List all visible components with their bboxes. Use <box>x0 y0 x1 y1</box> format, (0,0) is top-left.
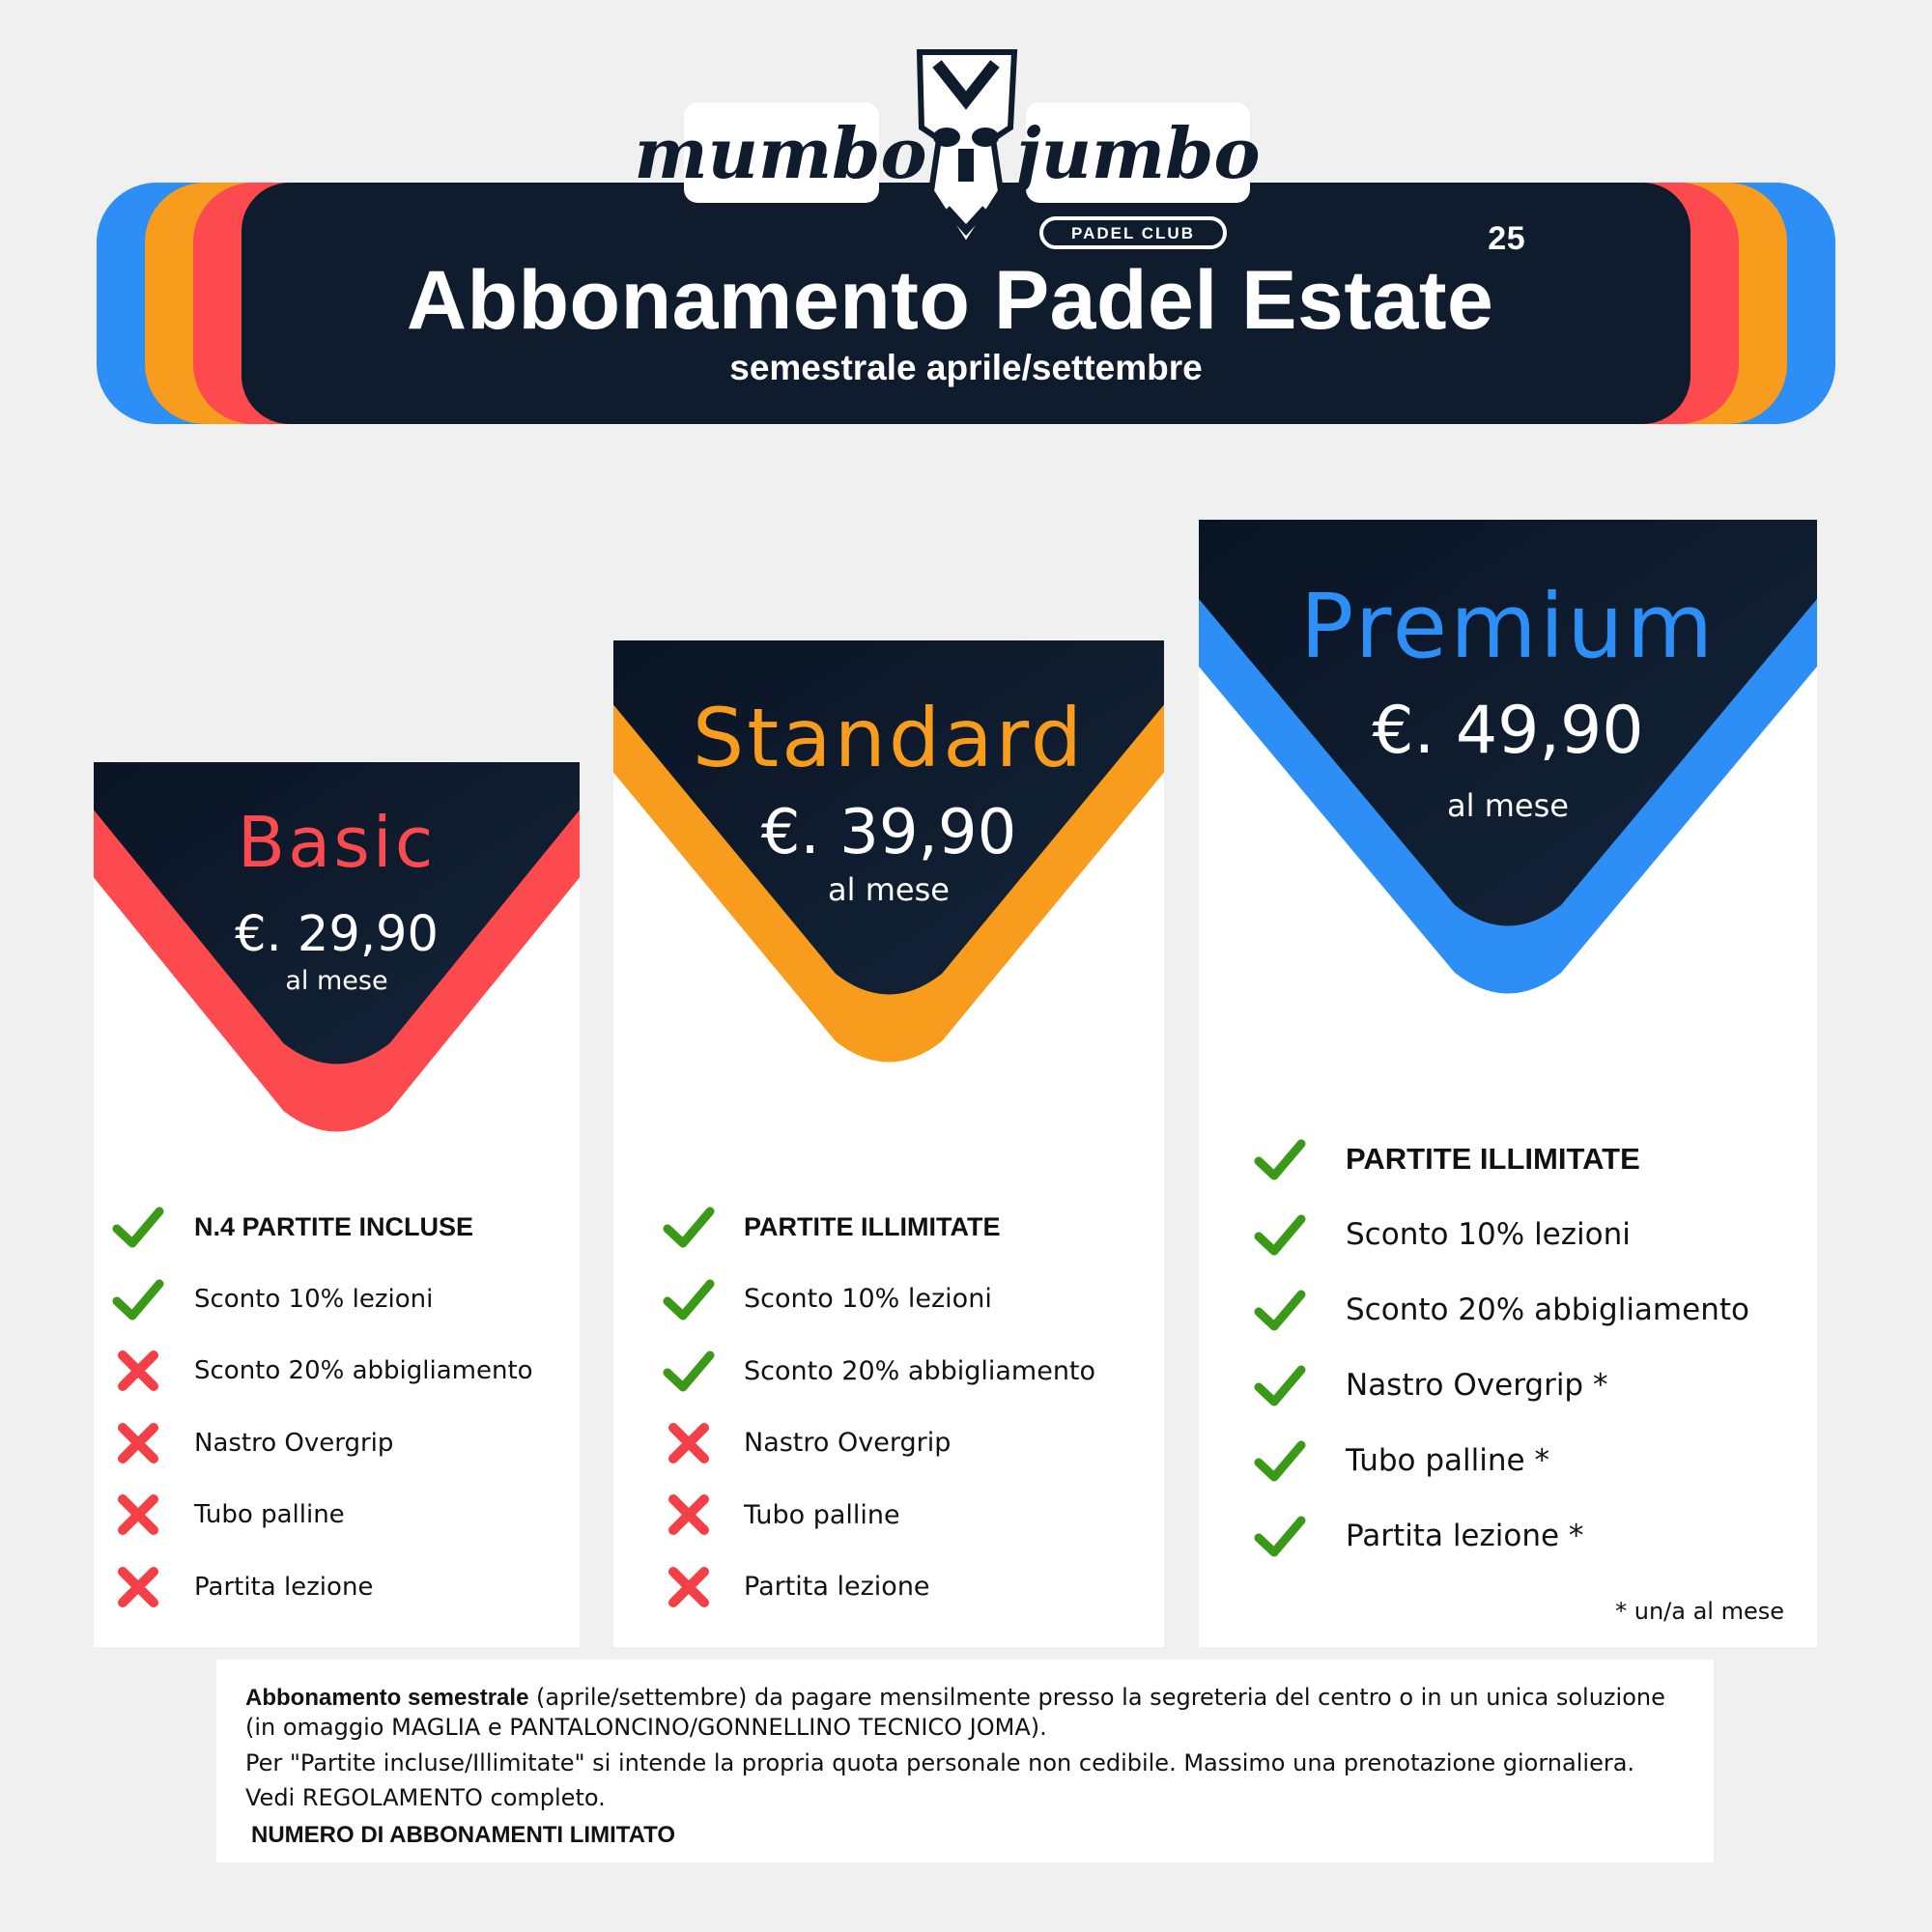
feature-row <box>111 1488 345 1542</box>
plan-footnote: * un/a al mese <box>1615 1598 1784 1625</box>
cross-icon <box>662 1560 716 1614</box>
feature-label: N.4 PARTITE INCLUSE <box>194 1211 474 1241</box>
feature-row <box>1253 1509 1583 1563</box>
cross-icon <box>111 1488 165 1542</box>
svg-text:jumbo: jumbo <box>1015 112 1261 194</box>
check-icon <box>662 1344 716 1398</box>
plan-card-standard[interactable] <box>613 640 1164 1647</box>
feature-row <box>1253 1434 1549 1488</box>
plan-card-basic[interactable] <box>94 762 580 1647</box>
page-title: Abbonamento Padel Estate$^{25}$ <box>406 220 1526 347</box>
feature-label: Nastro Overgrip <box>744 1428 952 1458</box>
feature-label: Sconto 10% lezioni <box>744 1284 992 1314</box>
feature-label: Sconto 20% abbigliamento <box>194 1356 533 1385</box>
feature-label: Nastro Overgrip <box>194 1428 394 1458</box>
feature-label: Tubo palline <box>744 1499 900 1530</box>
feature-row <box>111 1272 433 1326</box>
feature-label: Partita lezione * <box>1346 1519 1584 1553</box>
feature-row <box>111 1200 473 1254</box>
feature-label: Tubo palline <box>194 1500 345 1529</box>
info-regolamento: Vedi REGOLAMENTO completo. <box>245 1784 606 1811</box>
info-limited: NUMERO DI ABBONAMENTI LIMITATO <box>251 1822 676 1848</box>
feature-row <box>1253 1283 1749 1337</box>
mumbo-jumbo-logo <box>634 46 1261 254</box>
cross-icon <box>662 1416 716 1470</box>
plan-name: Standard <box>692 691 1086 785</box>
check-icon <box>1253 1434 1307 1488</box>
cross-icon <box>662 1488 716 1542</box>
check-icon <box>662 1272 716 1326</box>
feature-row <box>1253 1208 1631 1262</box>
feature-label: Partita lezione <box>744 1572 930 1602</box>
feature-row <box>111 1344 533 1398</box>
plan-name: Premium <box>1299 575 1717 678</box>
feature-row <box>662 1488 900 1542</box>
page-subtitle: semestrale aprile/settembre <box>729 348 1203 387</box>
cross-icon <box>111 1344 165 1398</box>
logo-wordmark-right <box>1005 102 1261 203</box>
feature-row <box>1253 1132 1640 1186</box>
check-icon <box>1253 1358 1307 1412</box>
feature-row <box>662 1344 1095 1398</box>
plan-price: €. 39,90 <box>760 797 1017 868</box>
plan-period: al mese <box>1447 787 1569 824</box>
feature-label: PARTITE ILLIMITATE <box>744 1211 1001 1241</box>
feature-label: Sconto 10% lezioni <box>1346 1217 1631 1252</box>
feature-row <box>662 1200 1000 1254</box>
feature-label: Tubo palline * <box>1346 1443 1549 1478</box>
check-icon <box>662 1200 716 1254</box>
plan-period: al mese <box>828 871 950 908</box>
info-bold-lead: Abbonamento semestrale <box>245 1685 529 1711</box>
plan-card-premium[interactable] <box>1199 520 1817 1647</box>
plan-price: €. 49,90 <box>1372 693 1644 769</box>
cross-icon <box>111 1560 165 1614</box>
svg-text:mumbo: mumbo <box>634 112 927 194</box>
plan-price: €. 29,90 <box>235 906 439 963</box>
logo-wordmark-left <box>634 102 926 203</box>
check-icon <box>1253 1509 1307 1563</box>
feature-row <box>111 1560 373 1614</box>
feature-row <box>111 1416 393 1470</box>
feature-label: Sconto 10% lezioni <box>194 1284 434 1314</box>
check-icon <box>1253 1283 1307 1337</box>
info-text: (aprile/settembre) da pagare mensilmente presso la segreteria del centro o in un unica soluzione (in omaggio MAGLIA e PANTALONCINO/GONNELLINO TECNICO JOMA). <box>245 1684 1665 1741</box>
logo-badge <box>1041 218 1225 247</box>
feature-row <box>662 1560 930 1614</box>
check-icon <box>111 1200 165 1254</box>
info-rules-note: Per "Partite incluse/Illimitate" si intende la propria quota personale non cedibile. Massimo una prenotazione giornaliera. <box>245 1749 1635 1776</box>
feature-row <box>1253 1358 1607 1412</box>
info-paragraph <box>245 1683 1694 1743</box>
feature-label: Sconto 20% abbigliamento <box>1346 1293 1749 1327</box>
feature-label: Partita lezione <box>194 1572 374 1602</box>
cross-icon <box>111 1416 165 1470</box>
check-icon <box>1253 1208 1307 1262</box>
feature-label: Sconto 20% abbigliamento <box>744 1355 1096 1386</box>
check-icon <box>1253 1132 1307 1186</box>
check-icon <box>111 1272 165 1326</box>
info-box <box>216 1660 1714 1862</box>
plan-period: al mese <box>285 966 388 996</box>
feature-row <box>662 1272 992 1326</box>
feature-label: PARTITE ILLIMITATE <box>1346 1142 1640 1176</box>
feature-label: Nastro Overgrip * <box>1346 1368 1608 1403</box>
logo-mask-icon <box>920 52 1014 245</box>
feature-row <box>662 1416 951 1470</box>
year-superscript: 25 <box>1488 220 1526 258</box>
svg-text:PADEL CLUB: PADEL CLUB <box>1071 224 1195 242</box>
plan-name: Basic <box>237 802 437 883</box>
